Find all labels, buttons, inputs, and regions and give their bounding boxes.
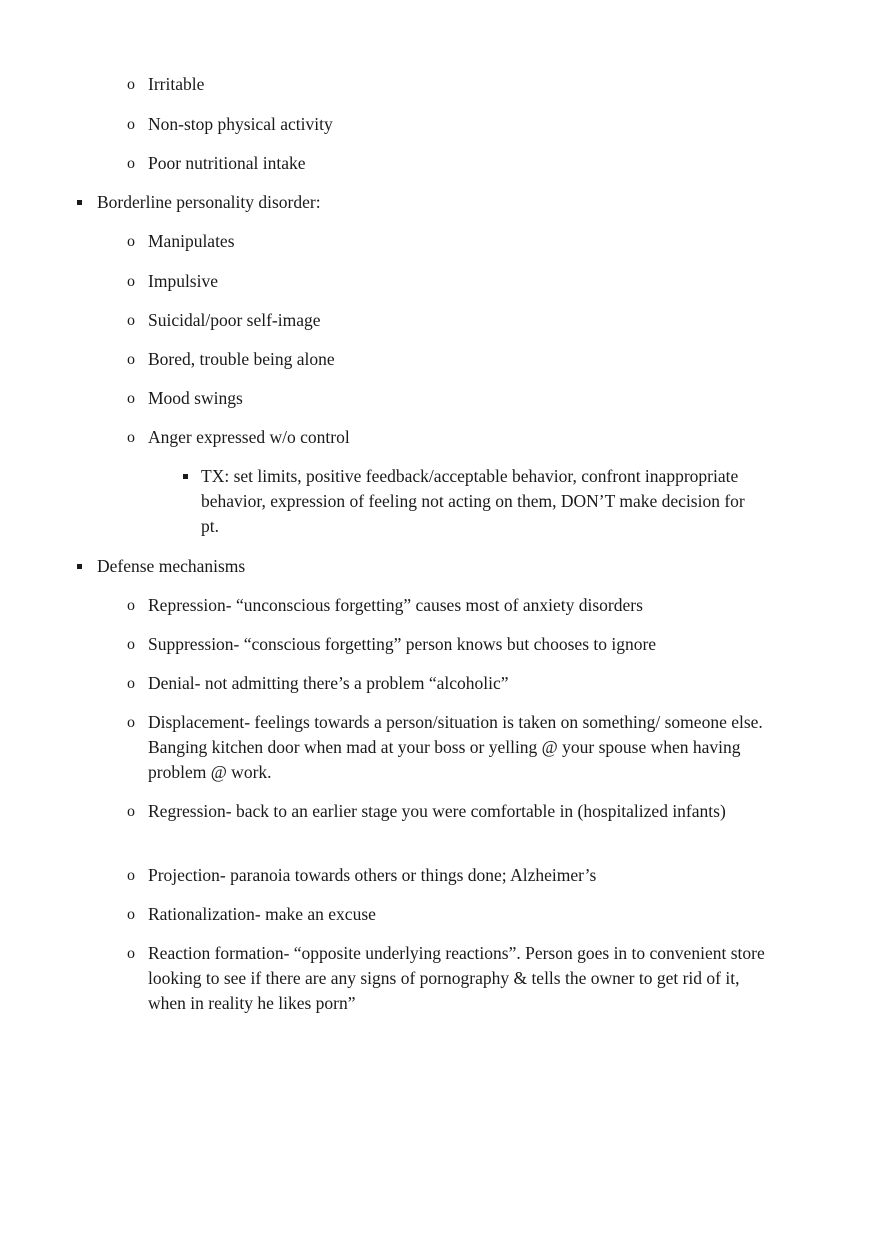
list-bullet-o: o — [127, 597, 135, 614]
list-bullet-o: o — [127, 116, 135, 133]
list-item: Impulsive — [148, 271, 218, 291]
list-item: Denial- not admitting there’s a problem “alcoholic” — [148, 673, 509, 693]
square-bullet-icon — [77, 200, 82, 205]
list-bullet-o: o — [127, 906, 135, 923]
list-item: Bored, trouble being alone — [148, 349, 335, 369]
list-bullet-o: o — [127, 390, 135, 407]
list-bullet-o: o — [127, 273, 135, 290]
list-bullet-o: o — [127, 714, 135, 731]
square-bullet-icon — [77, 564, 82, 569]
list-item: Rationalization- make an excuse — [148, 904, 376, 924]
square-bullet-icon — [183, 474, 188, 479]
list-bullet-o: o — [127, 155, 135, 172]
section-heading-defense: Defense mechanisms — [97, 556, 246, 576]
list-item: Anger expressed w/o control — [148, 427, 350, 447]
section-heading-borderline: Borderline personality disorder: — [97, 192, 321, 212]
list-item: Manipulates — [148, 231, 235, 251]
list-item: Suicidal/poor self-image — [148, 310, 321, 330]
list-bullet-o: o — [127, 867, 135, 884]
list-item: Mood swings — [148, 388, 243, 408]
list-item: Reaction formation- “opposite underlying reactions”. Person goes in to convenient store looking to see if there are any signs of pornography & tells the owner to get rid of it, when in reality he likes porn” — [148, 943, 765, 1013]
list-bullet-o: o — [127, 945, 135, 962]
list-item: Non-stop physical activity — [148, 114, 333, 134]
treatment-note: TX: set limits, positive feedback/acceptable behavior, confront inappropriate behavior, expression of feeling not acting on them, DON’T make decision for pt. — [201, 466, 745, 536]
list-item: Suppression- “conscious forgetting” person knows but chooses to ignore — [148, 634, 657, 654]
list-bullet-o: o — [127, 351, 135, 368]
list-item: Irritable — [148, 74, 205, 94]
list-item: Projection- paranoia towards others or things done; Alzheimer’s — [148, 865, 597, 885]
list-item: Repression- “unconscious forgetting” causes most of anxiety disorders — [148, 595, 643, 615]
list-item: Displacement- feelings towards a person/situation is taken on something/ someone else. Banging kitchen door when mad at your boss or yelling @ your spouse when having problem @ work. — [148, 712, 763, 782]
list-bullet-o: o — [127, 76, 135, 93]
list-bullet-o: o — [127, 312, 135, 329]
list-bullet-o: o — [127, 803, 135, 820]
list-bullet-o: o — [127, 233, 135, 250]
list-bullet-o: o — [127, 675, 135, 692]
list-item: Regression- back to an earlier stage you were comfortable in (hospitalized infants) — [148, 801, 726, 821]
list-bullet-o: o — [127, 429, 135, 446]
list-item: Poor nutritional intake — [148, 153, 306, 173]
list-bullet-o: o — [127, 636, 135, 653]
